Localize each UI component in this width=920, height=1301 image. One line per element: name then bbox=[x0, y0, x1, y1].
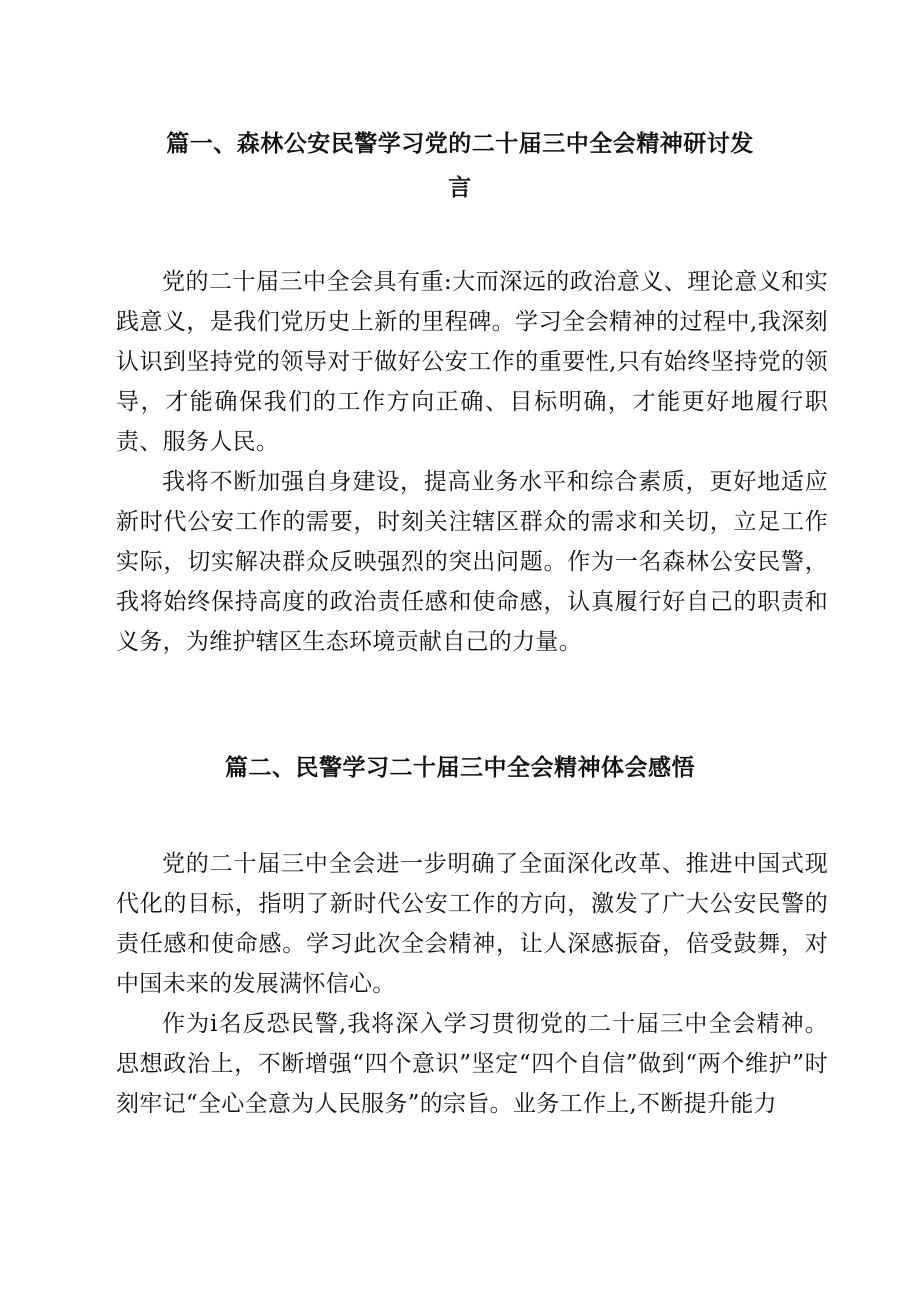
section2-title-line: 篇二、民警学习二十届三中全会精神体会感悟 bbox=[225, 755, 695, 781]
section1-paragraph-1: 党的二十届三中全会具有重:大而深远的政治意义、理论意义和实践意义，是我们党历史上新的里程碑。学习全会精神的过程中,我深刻认识到坚持党的领导对于做好公安工作的重要性,只有始终坚持党的领导，才能确保我们的工作方向正确、目标明确，才能更好地履行职责、服务人民。 bbox=[116, 269, 828, 455]
section1-title-line1: 篇一、森林公安民警学习党的二十届三中全会精神研讨发 bbox=[166, 131, 754, 157]
section1-paragraph-2: 我将不断加强自身建设，提高业务水平和综合素质，更好地适应新时代公安工作的需要，时刻关注辖区群众的需求和关切，立足工作实际，切实解决群众反映强烈的突出问题。作为一名森林公安民警，我将始终保持高度的政治责任感和使命感，认真履行好自己的职责和义务，为维护辖区生态环境贡献自己的力量。 bbox=[116, 469, 828, 655]
section2-title bbox=[0, 746, 920, 790]
section1-title bbox=[0, 122, 920, 210]
section2-paragraph-2: 作为i名反恐民警,我将深入学习贯彻党的二十届三中全会精神。思想政治上，不断增强“四个意识”坚定“四个自信”做到“两个维护”时刻牢记“全心全意为人民服务”的宗旨。业务工作上,不断提升能力 bbox=[116, 1011, 828, 1117]
section1-body bbox=[116, 262, 828, 662]
section2-paragraph-1: 党的二十届三中全会进一步明确了全面深化改革、推进中国式现代化的目标，指明了新时代公安工作的方向，激发了广大公安民警的责任感和使命感。学习此次全会精神，让人深感振奋，倍受鼓舞，对中国未来的发展满怀信心。 bbox=[116, 851, 828, 997]
section2-body bbox=[116, 844, 828, 1124]
section1-title-line2: 言 bbox=[448, 175, 472, 201]
